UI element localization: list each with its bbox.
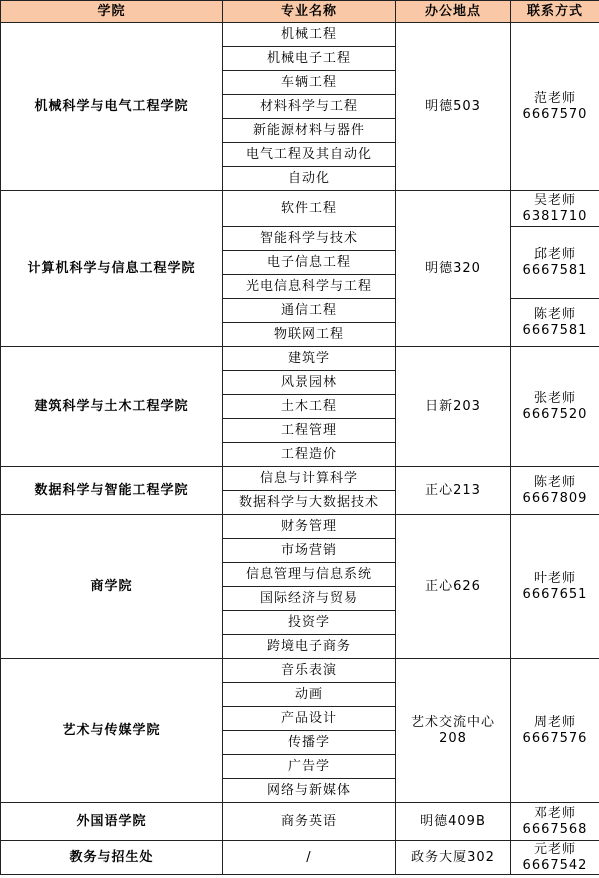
header-office: 办公地点: [396, 1, 511, 23]
contact-cell: [511, 299, 599, 347]
contact-name: 范老师: [533, 90, 576, 106]
major-name: 广告学: [223, 755, 396, 779]
office-line: 艺术交流中心: [410, 714, 495, 730]
contact-cell: [511, 191, 599, 227]
table-row: [1, 659, 599, 683]
office-location: 日新203: [396, 347, 511, 467]
major-name: 工程造价: [223, 443, 396, 467]
office-location: 明德409B: [396, 803, 511, 841]
major-name: 软件工程: [223, 191, 396, 227]
contact-name: 元老师: [533, 841, 576, 857]
contact-name: 陈老师: [533, 306, 576, 322]
college-name: 数据科学与智能工程学院: [1, 467, 223, 515]
major-name: 产品设计: [223, 707, 396, 731]
college-name: 建筑科学与土木工程学院: [1, 347, 223, 467]
major-name: 物联网工程: [223, 323, 396, 347]
table-row: [1, 841, 599, 875]
office-location: 政务大厦302: [396, 841, 511, 875]
contact-phone: 6667542: [522, 857, 588, 873]
table-row: [1, 23, 599, 47]
contact-cell: [511, 841, 599, 875]
office-location: 正心626: [396, 515, 511, 659]
major-name: 网络与新媒体: [223, 779, 396, 803]
contact-name: 叶老师: [533, 570, 576, 586]
table-row: [1, 467, 599, 491]
major-name: 工程管理: [223, 419, 396, 443]
college-name: 计算机科学与信息工程学院: [1, 191, 223, 347]
table-row: [1, 803, 599, 841]
contact-name: 吴老师: [533, 192, 576, 208]
major-name: 跨境电子商务: [223, 635, 396, 659]
major-name: /: [223, 841, 396, 875]
contact-name: 邱老师: [533, 246, 576, 262]
major-name: 机械工程: [223, 23, 396, 47]
college-name: 教务与招生处: [1, 841, 223, 875]
contact-name: 周老师: [533, 714, 576, 730]
contact-phone: 6667651: [522, 586, 588, 602]
major-name: 光电信息科学与工程: [223, 275, 396, 299]
contact-cell: [511, 659, 599, 803]
major-name: 电子信息工程: [223, 251, 396, 275]
table-row: [1, 191, 599, 227]
major-name: 电气工程及其自动化: [223, 143, 396, 167]
major-name: 传播学: [223, 731, 396, 755]
college-name: 外国语学院: [1, 803, 223, 841]
contact-phone: 6667581: [522, 322, 588, 338]
major-name: 土木工程: [223, 395, 396, 419]
major-name: 国际经济与贸易: [223, 587, 396, 611]
table-row: [1, 515, 599, 539]
college-name: 机械科学与电气工程学院: [1, 23, 223, 191]
header-row: [1, 1, 599, 23]
major-name: 信息管理与信息系统: [223, 563, 396, 587]
major-name: 动画: [223, 683, 396, 707]
major-name: 数据科学与大数据技术: [223, 491, 396, 515]
major-name: 财务管理: [223, 515, 396, 539]
contact-phone: 6667576: [522, 730, 588, 746]
college-name: 艺术与传媒学院: [1, 659, 223, 803]
major-name: 新能源材料与器件: [223, 119, 396, 143]
major-name: 建筑学: [223, 347, 396, 371]
contact-cell: [511, 227, 599, 299]
major-name: 智能科学与技术: [223, 227, 396, 251]
major-name: 商务英语: [223, 803, 396, 841]
header-college: 学院: [1, 1, 223, 23]
major-name: 投资学: [223, 611, 396, 635]
contact-cell: [511, 803, 599, 841]
major-name: 风景园林: [223, 371, 396, 395]
contact-name: 邓老师: [533, 805, 576, 821]
contact-cell: [511, 23, 599, 191]
contact-cell: [511, 515, 599, 659]
contact-phone: 6667570: [522, 106, 588, 122]
header-major: 专业名称: [223, 1, 396, 23]
major-name: 音乐表演: [223, 659, 396, 683]
contact-phone: 6667581: [522, 262, 588, 278]
contact-phone: 6667568: [522, 821, 588, 837]
header-contact: 联系方式: [511, 1, 599, 23]
contact-name: 张老师: [533, 390, 576, 406]
office-location: 明德503: [396, 23, 511, 191]
major-name: 机械电子工程: [223, 47, 396, 71]
major-name: 材料科学与工程: [223, 95, 396, 119]
major-name: 自动化: [223, 167, 396, 191]
contact-phone: 6667520: [522, 406, 588, 422]
office-location: 明德320: [396, 191, 511, 347]
table-row: [1, 347, 599, 371]
contact-name: 陈老师: [533, 474, 576, 490]
contact-cell: [511, 347, 599, 467]
contact-phone: 6667809: [522, 490, 588, 506]
major-name: 车辆工程: [223, 71, 396, 95]
major-name: 市场营销: [223, 539, 396, 563]
office-location: [396, 659, 511, 803]
college-name: 商学院: [1, 515, 223, 659]
major-name: 信息与计算科学: [223, 467, 396, 491]
office-location: 正心213: [396, 467, 511, 515]
contact-phone: 6381710: [522, 208, 588, 224]
contact-cell: [511, 467, 599, 515]
major-name: 通信工程: [223, 299, 396, 323]
office-line: 208: [439, 730, 467, 746]
